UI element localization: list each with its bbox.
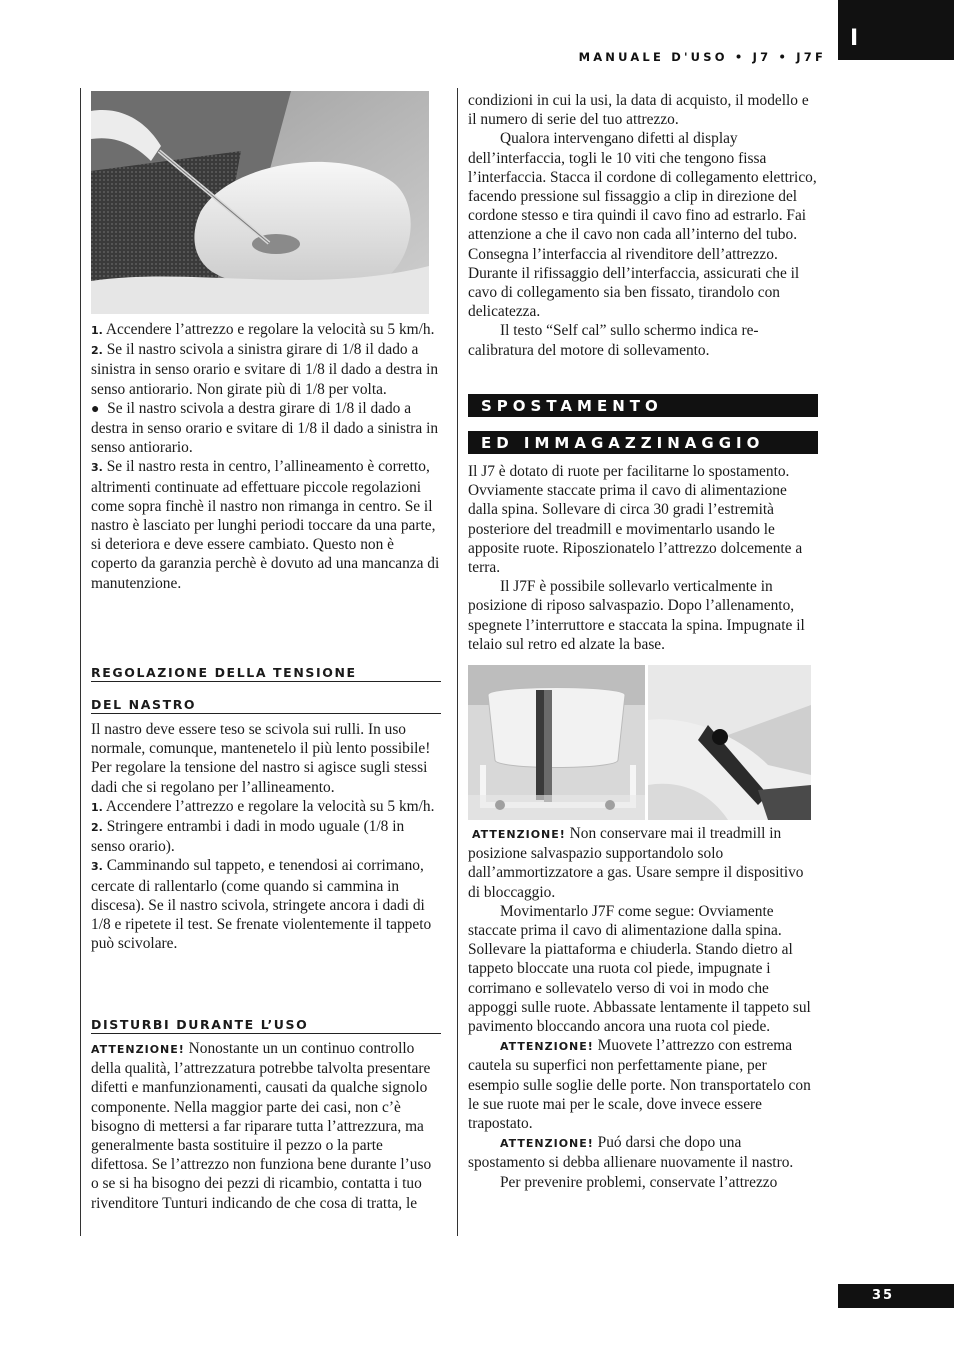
- paragraph: Il J7F è possibile sollevarlo verticalmente in posizione di riposo salvaspazio. Dopo l’allenamento, spegnete l’interruttore e staccata la spina. Impugnate il telaio sul retro ed alzate la base.: [468, 578, 805, 653]
- bullet-icon: ●: [91, 401, 100, 417]
- photo-folded-treadmill: [468, 665, 645, 820]
- attention-label: ATTENZIONE!: [500, 1137, 594, 1151]
- paragraph: Il J7 è dotato di ruote per facilitarne lo spostamento. Ovviamente staccate prima il cavo di alimentazione dalla spina. Sollevare di circa 30 gradi l’estremità posteriore del treadmill e movimentarlo usando le apposite ruote. Riposzionatelo l’attrezzo dolcemente a terra.: [468, 463, 803, 577]
- attention-label: ATTENZIONE!: [500, 1040, 594, 1054]
- paragraph: Il testo “Self cal” sullo schermo indica re-calibratura del motore di sollevamento.: [468, 322, 759, 359]
- left-margin-rule: [80, 88, 81, 1236]
- disturbi-text: ATTENZIONE! Nonostante un un continuo controllo della qualità, l’attrezzatura potrebbe talvolta presentare difetti e manfunzionamenti, causati da qualche signolo componente. Nella maggior parte dei casi, non c’è bisogno di mettersi a far riparare tutta l’attrezzura, ma generalmente basta sostituire il pezzo o la parte difettosa. Se l’attrezzo non funziona bene durante l’uso o se si ha bisogno dei pezzi di ricambio, contatta i tuo rivenditore Tunturi indicando de che cosa di tratta, le: [91, 1040, 432, 1212]
- tension-heading-line2: DEL NASTRO: [91, 690, 441, 714]
- column-divider-rule: [457, 88, 458, 1236]
- spostamento-text: [468, 824, 818, 1192]
- attention-label: ATTENZIONE!: [472, 828, 566, 841]
- tension-intro: Il nastro deve essere teso se scivola sui rulli. In uso normale, comunque, mantenetelo il più lento possibile! Per regolare la tensione del nastro si agisce sugli stessi dadi che si regolano per l’allineamento.: [91, 721, 431, 796]
- alignment-steps: [91, 320, 441, 593]
- disturbi-section: [91, 1010, 441, 1213]
- disturbi-heading: DISTURBI DURANTE L’USO: [91, 1010, 441, 1034]
- paragraph: Per prevenire problemi, conservate l’attrezzo: [500, 1173, 778, 1191]
- paragraph: Qualora intervengano difetti al display dell’interfaccia, togli le 10 viti che tengono fissa l’interfaccia. Stacca il cordone di collegamento elettrico, facendo pressione sul fissaggio a clip in direzione del cordone stesso e tira quindi il cavo fino ad estrarlo. Fai attenzione a che il cavo non cada all’interno del tubo. Consegna l’interfaccia al rivenditore dell’attrezzo. Durante il rifissaggio dell’interfaccia, assicurati che il cavo di collegamento sia ben fissato, tirandolo con delicatezza.: [468, 130, 817, 321]
- tension-section: [91, 658, 441, 953]
- attention-paragraph: ATTENZIONE! Non conservare mai il treadmill in posizione salvaspazio supportandolo solo dall’ammortizzatore a gas. Usare sempre il dispositivo di bloccaggio.: [468, 825, 804, 901]
- spostamento-section: [468, 394, 818, 654]
- step-item: 1. Accendere l’attrezzo e regolare la velocità su 5 km/h.: [91, 797, 435, 815]
- step-item: 3. Camminando sul tappeto, e tenendosi ai corrimano, cercate di rallentarlo (come quando si cammina in discesa). Se il nastro scivola, stringete ancora i dadi di 1/8 e ripetete il test. Se frenate violentemente il tappeto può scivolare.: [91, 857, 432, 953]
- step-item: 3. Se il nastro resta in centro, l’allineamento è corretto, altrimenti continuate ad effettuare piccole regolazioni come sopra finchè il nastro non rimanga in centro. Se il nastro è lasciato per lunghi periodi toccare da una parte, si deteriora e deve essere cambiato. Questo non è coperto da garanzia perchè è dovuto ad una mancanza di manutenzione.: [91, 458, 440, 592]
- paragraph: condizioni in cui la usi, la data di acquisto, il modello e il numero di serie del tuo attrezzo.: [468, 92, 809, 129]
- step-item: 2. Se il nastro scivola a sinistra girare di 1/8 il dado a sinistra in senso orario e svitare di 1/8 il dado a destra in senso antiorario. Non girate più di 1/8 per volta.: [91, 341, 439, 398]
- page-number: 35: [838, 1284, 954, 1308]
- photo-belt-adjustment: [91, 91, 429, 314]
- paragraph: Movimentarlo J7F come segue: Ovviamente staccate prima il cavo di alimentazione dalla spina. Sollevare la piattaforma e chiuderla. Stando dietro al tappeto bloccate una ruota col piede, impugnate i corrimano e sollevatelo verso di voi in modo che appoggi sulle ruote. Abbassate lentamente il tappeto sul pavimento bloccando ancora una ruota col piede.: [468, 902, 811, 1036]
- section-band-immagazzinaggio: ED IMMAGAZZINAGGIO: [468, 431, 818, 454]
- attention-paragraph: ATTENZIONE! Muovete l’attrezzo con estrema cautela su superfici non perfettamente piane, per esempio sulle soglie delle porte. Non transportatelo con le sue ruote mai per le scale, dove invece essere trapostato.: [468, 1037, 811, 1133]
- tension-heading-line1: REGOLAZIONE DELLA TENSIONE: [91, 658, 441, 682]
- attention-label: ATTENZIONE!: [91, 1043, 185, 1056]
- section-band-spostamento: SPOSTAMENTO: [468, 394, 818, 417]
- attention-paragraph: ATTENZIONE! Puó darsi che dopo una spostamento si debba allienare nuovamente il nastro.: [468, 1134, 794, 1172]
- step-item: 1. Accendere l’attrezzo e regolare la velocità su 5 km/h.: [91, 321, 435, 338]
- section-tab: I: [838, 0, 954, 60]
- bullet-item: ● Se il nastro scivola a destra girare di 1/8 il dado a destra in senso orario e svitare di 1/8 il dado a sinistra in senso antiorario.: [91, 399, 439, 457]
- photo-locking-device: [648, 665, 811, 820]
- step-item: 2. Stringere entrambi i dadi in modo uguale (1/8 in senso orario).: [91, 818, 405, 856]
- right-intro: [468, 91, 818, 360]
- running-header: MANUALE D'USO • J7 • J7F: [578, 50, 826, 64]
